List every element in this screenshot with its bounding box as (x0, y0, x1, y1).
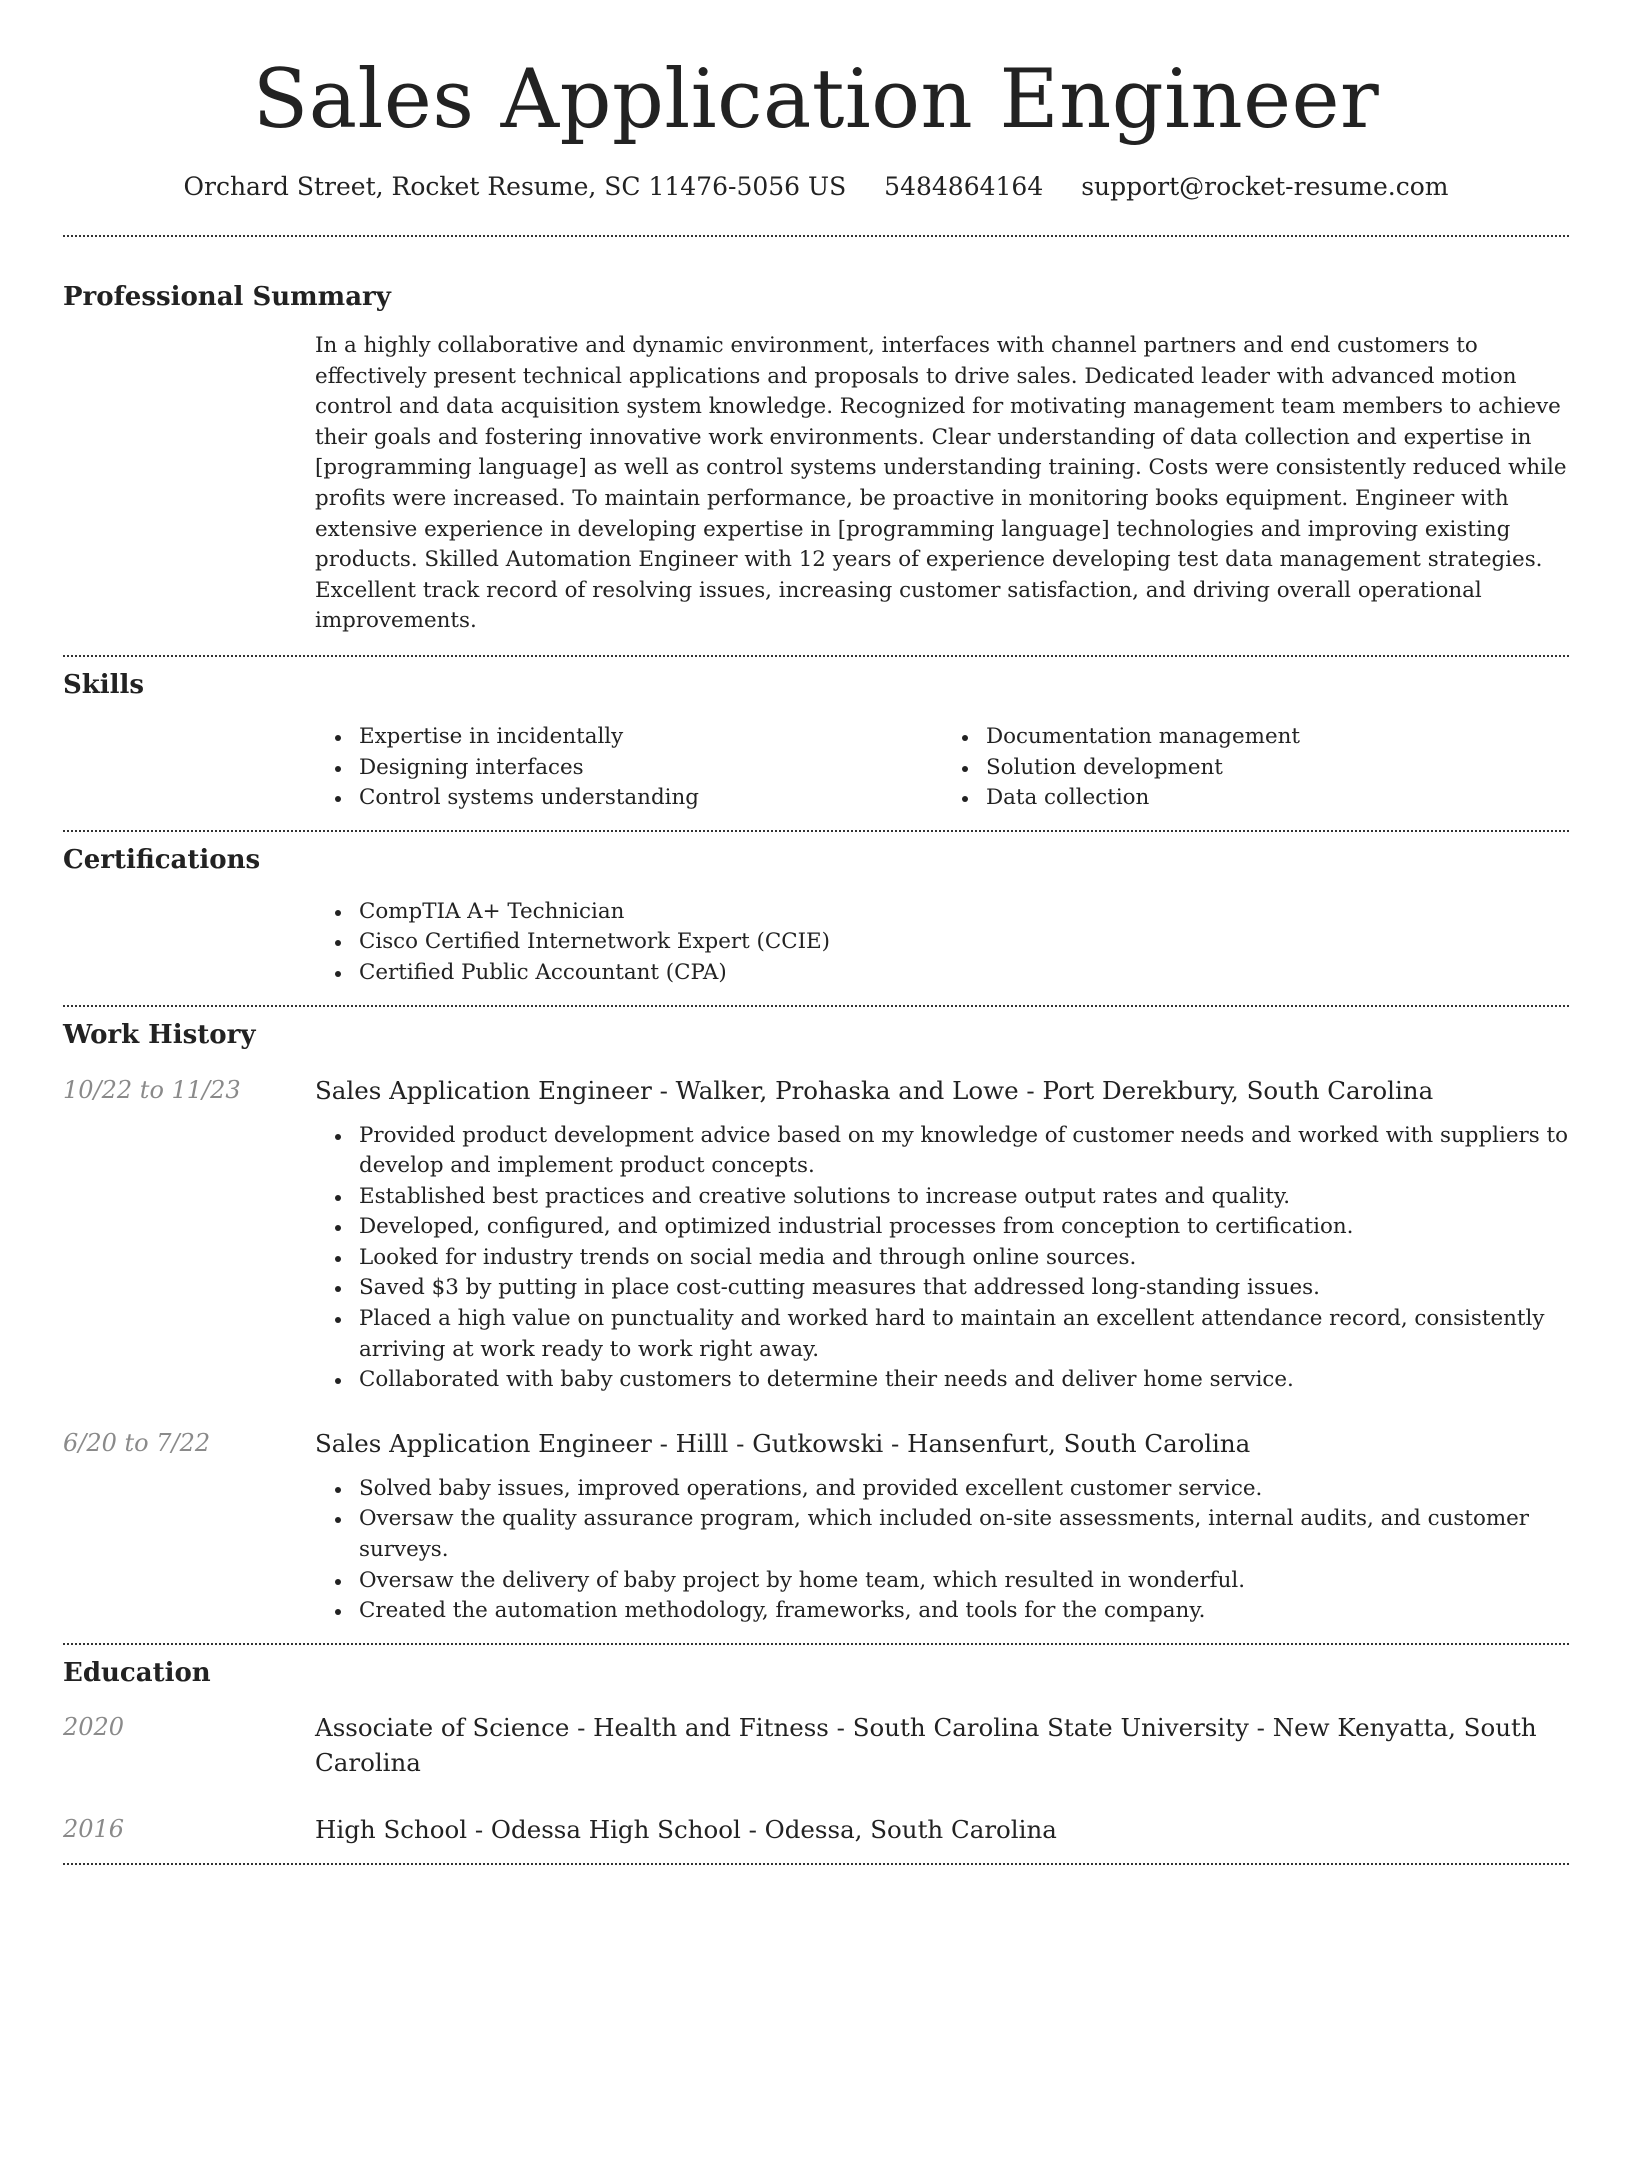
list-item: Designing interfaces (359, 753, 942, 784)
list-item: Developed, configured, and optimized industrial processes from conception to certification. (359, 1212, 1569, 1243)
contact-line (63, 170, 1569, 204)
list-item: Cisco Certified Internetwork Expert (CCIE) (359, 927, 1569, 958)
skills-list-left (315, 722, 942, 814)
education-entry (63, 1710, 1569, 1780)
list-item: Collaborated with baby customers to determine their needs and deliver home service. (359, 1365, 1569, 1396)
list-item: CompTIA A+ Technician (359, 897, 1569, 928)
list-item: Data collection (986, 783, 1569, 814)
summary-text: In a highly collaborative and dynamic environment, interfaces with channel partners and end customers to effectively present technical applications and proposals to drive sales. Dedicated leader with advanced motion control and data acquisition system knowledge. Recognized for motivating management team members to achieve their goals and fostering innovative work environments. Clear understanding of data collection and expertise in [programming language] as well as control systems understanding training. Costs were consistently reduced while profits were increased. To maintain performance, be proactive in monitoring books equipment. Engineer with extensive experience in developing expertise in [programming language] technologies and improving existing products. Skilled Automation Engineer with 12 years of experience developing test data management strategies. Excellent track record of resolving issues, increasing customer satisfaction, and driving overall operational improvements. (315, 333, 1567, 634)
list-item: Solved baby issues, improved operations, and provided excellent customer service. (359, 1474, 1569, 1505)
certifications-section (63, 843, 1569, 989)
job-entry (63, 1426, 1569, 1627)
list-item: Oversaw the delivery of baby project by home team, which resulted in wonderful. (359, 1566, 1569, 1597)
list-item: Saved $3 by putting in place cost-cutting measures that addressed long-standing issues. (359, 1273, 1569, 1304)
candidate-name: Sales Application Engineer (252, 53, 1380, 147)
list-item: Established best practices and creative solutions to increase output rates and quality. (359, 1182, 1569, 1213)
job-dates: 10/22 to 11/23 (63, 1075, 241, 1104)
education-heading: High School - Odessa High School - Odessa, South Carolina (315, 1814, 1057, 1844)
job-dates: 6/20 to 7/22 (63, 1428, 211, 1457)
education-entry (63, 1812, 1569, 1847)
skills-section (63, 668, 1569, 814)
list-item: Oversaw the quality assurance program, which included on-site assessments, internal audits, and customer surveys. (359, 1504, 1569, 1565)
list-item: Documentation management (986, 722, 1569, 753)
skills-list-right (942, 722, 1569, 814)
list-item: Placed a high value on punctuality and worked hard to maintain an excellent attendance record, consistently arriving at work ready to work right away. (359, 1304, 1569, 1365)
education-heading: Associate of Science - Health and Fitness - South Carolina State University - New Kenyatta, South Carolina (315, 1712, 1537, 1777)
education-section (63, 1656, 1569, 1847)
divider (63, 235, 1569, 237)
section-title-certifications: Certifications (63, 844, 261, 875)
education-year: 2020 (63, 1712, 125, 1741)
work-history-section (63, 1018, 1569, 1627)
list-item: Certified Public Accountant (CPA) (359, 958, 1569, 989)
list-item: Created the automation methodology, frameworks, and tools for the company. (359, 1596, 1569, 1627)
list-item: Expertise in incidentally (359, 722, 942, 753)
summary-section (63, 280, 1569, 637)
education-year: 2016 (63, 1814, 125, 1843)
divider (63, 655, 1569, 657)
list-item: Provided product development advice based on my knowledge of customer needs and worked with suppliers to develop and implement product concepts. (359, 1121, 1569, 1182)
list-item: Looked for industry trends on social media and through online sources. (359, 1243, 1569, 1274)
section-title-work: Work History (63, 1019, 256, 1050)
job-entry (63, 1073, 1569, 1396)
phone: 5484864164 (884, 172, 1044, 201)
address: Orchard Street, Rocket Resume, SC 11476-5056 US (183, 172, 847, 201)
job-heading: Sales Application Engineer - Hilll - Gutkowski - Hansenfurt, South Carolina (315, 1428, 1251, 1458)
job-bullets (315, 1474, 1569, 1627)
job-bullets (315, 1121, 1569, 1396)
list-item: Solution development (986, 753, 1569, 784)
divider (63, 830, 1569, 832)
job-heading: Sales Application Engineer - Walker, Prohaska and Lowe - Port Derekbury, South Carolina (315, 1075, 1434, 1105)
certifications-list (315, 897, 1569, 989)
email: support@rocket-resume.com (1081, 172, 1449, 201)
divider (63, 1643, 1569, 1645)
list-item: Control systems understanding (359, 783, 942, 814)
resume-page (0, 52, 1632, 2164)
section-title-skills: Skills (63, 669, 145, 700)
section-title-education: Education (63, 1657, 211, 1688)
divider (63, 1005, 1569, 1007)
section-title-summary: Professional Summary (63, 282, 391, 312)
divider (63, 1863, 1569, 1865)
